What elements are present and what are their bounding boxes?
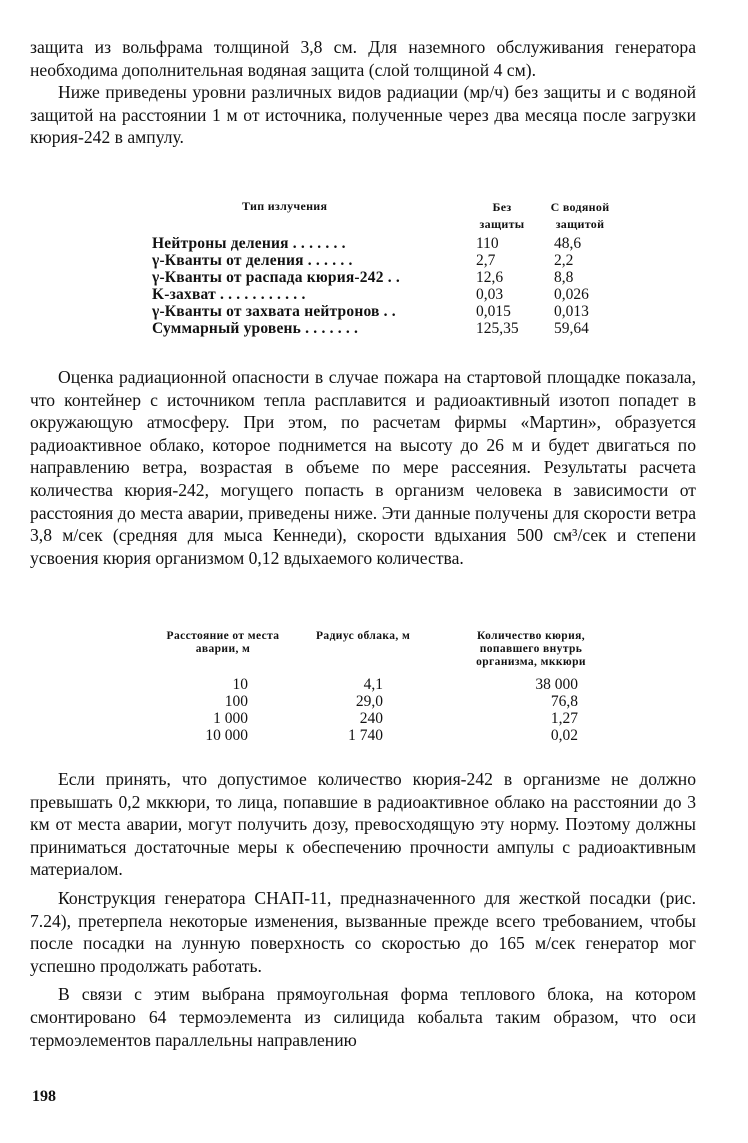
table-row — [150, 252, 670, 269]
distance-table-header — [148, 630, 628, 676]
distance-table — [148, 630, 628, 744]
cell-no-shield: 125,35 — [476, 320, 519, 337]
cell-distance: 10 — [232, 676, 248, 693]
cell-no-shield: 12,6 — [476, 269, 504, 286]
table-row — [150, 269, 670, 286]
table-row — [150, 303, 670, 320]
header-type: Тип излучения — [242, 199, 328, 213]
cell-amount: 38 000 — [535, 676, 578, 693]
header-distance: Расстояние от места аварии, м — [166, 630, 280, 655]
table-row — [148, 727, 628, 744]
cell-radius: 4,1 — [363, 676, 383, 693]
cell-amount: 0,02 — [550, 727, 578, 744]
table-row — [148, 693, 628, 710]
cell-radius: 240 — [359, 710, 383, 727]
header-water-shield: С водяной защитой — [550, 200, 610, 231]
radiation-table — [150, 193, 670, 337]
cell-radius: 29,0 — [355, 693, 383, 710]
header-radius: Радиус облака, м — [316, 630, 411, 642]
row-label: γ-Кванты от распада кюрия-242 . . — [152, 269, 400, 286]
table-row — [150, 286, 670, 303]
cell-no-shield: 0,015 — [476, 303, 511, 320]
cell-distance: 1 000 — [213, 710, 248, 727]
cell-radius: 1 740 — [348, 727, 383, 744]
table-row — [148, 710, 628, 727]
cell-water-shield: 48,6 — [554, 235, 582, 252]
paragraph-heat-block: В связи с этим выбрана прямоугольная форма теплового блока, на котором смонтировано 64 термоэлемента из силицида кобальта таким образом, что оси термоэлементов параллельны направлению — [30, 984, 696, 1050]
table-row — [148, 676, 628, 693]
row-label: Суммарный уровень . . . . . . . — [152, 320, 359, 337]
radiation-table-header — [150, 193, 670, 235]
row-label: γ-Кванты от захвата нейтронов . . — [152, 303, 396, 320]
cell-no-shield: 110 — [476, 235, 499, 252]
row-label: K-захват . . . . . . . . . . . — [152, 286, 306, 303]
document-page-bottom — [30, 768, 696, 1051]
cell-water-shield: 2,2 — [554, 252, 574, 269]
paragraph-tungsten-shield: защита из вольфрама толщиной 3,8 см. Для наземного обслуживания генератора необходима дополнительная водяная защита (слой толщиной 4 см). — [30, 37, 696, 80]
cell-amount: 76,8 — [550, 693, 578, 710]
page-number: 198 — [32, 1088, 56, 1105]
cell-amount: 1,27 — [550, 710, 578, 727]
row-label: Нейтроны деления . . . . . . . — [152, 235, 346, 252]
cell-water-shield: 59,64 — [554, 320, 589, 337]
document-page-middle — [30, 366, 696, 569]
paragraph-snap11-design: Конструкция генератора СНАП-11, предназначенного для жесткой посадки (рис. 7.24), претерпела некоторые изменения, вызванные прежде всего требованием, чтобы после посадки на лунную поверхность со скоростью до 165 м/сек генератор мог успешно продолжать работать. — [30, 887, 696, 976]
paragraph-radiation-intro: Ниже приведены уровни различных видов радиации (мр/ч) без защиты и с водяной защитой на расстоянии 1 м от источника, полученные через два месяца после загрузки кюрия-242 в ампулу. — [30, 82, 696, 148]
cell-distance: 100 — [224, 693, 248, 710]
cell-water-shield: 0,026 — [554, 286, 589, 303]
cell-no-shield: 0,03 — [476, 286, 504, 303]
document-page — [30, 36, 696, 149]
paragraph-fire-hazard: Оценка радиационной опасности в случае пожара на стартовой площадке показала, что контейнер с источником тепла расплавится и радиоактивный изотоп попадет в окружающую атмосферу. При этом, по расчетам фирмы «Мартин», образуется радиоактивное облако, которое поднимется на высоту до 26 м и будет двигаться по направлению ветра, возрастая в объеме по мере рассеяния. Результаты расчета количества кюрия-242, могущего попасть в организм человека в зависимости от расстояния до места аварии, приведены ниже. Эти данные получены для скорости ветра 3,8 м/сек (средняя для мыса Кеннеди), скорости вдыхания 500 см³/сек и степени усвоения кюрия организмом 0,12 вдыхаемого количества. — [30, 367, 696, 568]
cell-water-shield: 8,8 — [554, 269, 574, 286]
header-amount: Количество кюрия, попавшего внутрь организма, мккюри — [476, 630, 586, 668]
table-row — [150, 320, 670, 337]
cell-distance: 10 000 — [205, 727, 248, 744]
cell-no-shield: 2,7 — [476, 252, 496, 269]
paragraph-permissible-dose: Если принять, что допустимое количество кюрия-242 в организме не должно превышать 0,2 мккюри, то лица, попавшие в радиоактивное облако на расстоянии до 3 км от места аварии, могут получить дозу, превосходящую эту норму. Поэтому должны приниматься достаточные меры к обеспечению прочности ампулы с радиоактивным материалом. — [30, 769, 696, 880]
table-row — [150, 235, 670, 252]
cell-water-shield: 0,013 — [554, 303, 589, 320]
row-label: γ-Кванты от деления . . . . . . — [152, 252, 353, 269]
header-no-shield: Без защиты — [479, 200, 525, 231]
